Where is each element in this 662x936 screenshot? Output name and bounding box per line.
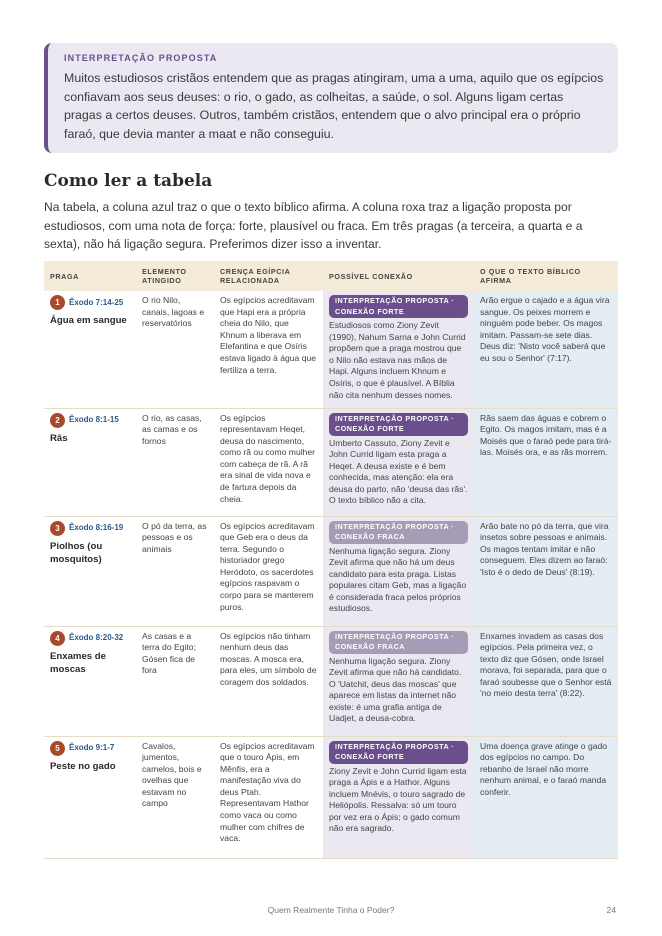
connection-cell [323, 291, 474, 408]
plague-name: Piolhos (ou mosquitos) [50, 540, 103, 565]
table-row [44, 736, 618, 858]
biblical-text-cell: Enxames invadem as casas dos egípcios. Pela primeira vez, o texto diz que Gósen, onde Israel morava, foi separada, para que o faraó soubesse que o Senhor está 'no meio desta terra' (8:22). [474, 626, 618, 736]
belief-cell: Os egípcios acreditavam que o touro Ápis, em Mênfis, era a manifestação viva do deus Ptah. Representavam Hathor como vaca ou como mulher com chifres de vaca. [214, 736, 323, 858]
biblical-text-cell: Uma doença grave atinge o gado dos egípcios no campo. Do rebanho de Israel não morre nenhum animal, e o faraó manda conferir. [474, 736, 618, 858]
table-row [44, 408, 618, 516]
connection-text: Umberto Cassuto, Ziony Zevit e John Currid ligam esta praga a Heqet. A deusa existe e é bem conhecida, mas atenção: ela era deusa do parto, não 'deusa das rãs'. O texto bíblico não a cita. [329, 437, 468, 506]
scripture-reference: Êxodo 7:14-25 [69, 297, 124, 307]
plague-number-badge: 3 [50, 521, 65, 536]
header-elemento: ELEMENTO ATINGIDO [136, 261, 214, 291]
plague-cell [44, 626, 136, 736]
plague-name: Enxames de moscas [50, 650, 106, 675]
section-intro: Na tabela, a coluna azul traz o que o texto bíblico afirma. A coluna roxa traz a ligação proposta por estudiosos, com uma nota de força: forte, plausível ou fraca. Em três pragas (a terceira, a quarta e a sexta), não há ligação segura. Preferimos dizer isso a inventar. [44, 200, 583, 251]
connection-text: Estudiosos como Ziony Zevit (1990), Nahum Sarna e John Currid propõem que a praga mostrou que o Nilo não estava nas mãos de Hapi. Alguns incluem Khnum e Osíris, o que é plausível. A Bíblia não cita nenhum desses nomes. [329, 320, 466, 400]
connection-cell [323, 736, 474, 858]
plague-number-badge: 1 [50, 295, 65, 310]
connection-text: Nenhuma ligação segura. Ziony Zevit afirma que não há um deus candidato para esta praga. Listas populares citam Geb, mas a ligação é considerada fraca pelos próprios estudiosos. [329, 545, 467, 614]
belief-cell: Os egípcios acreditavam que Geb era o deus da terra. Segundo o historiador grego Heródoto, os sacerdotes egípcios raspavam o corpo para se manterem puros. [214, 516, 323, 626]
element-cell: O rio Nilo, canais, lagoas e reservatórios [136, 291, 214, 408]
biblical-text-cell: Arão bate no pó da terra, que vira insetos sobre pessoas e animais. Os magos tentam imitar e não conseguem. Eles dizem ao faraó: 'Isto é o dedo de Deus' (8:19). [474, 516, 618, 626]
belief-cell: Os egípcios representavam Heqet, deusa do nascimento, como rã ou como mulher com cabeça de rã. A rã era sinal de vida nova e de fartura depois da cheia. [214, 408, 323, 516]
plague-cell [44, 291, 136, 408]
connection-strength-badge: INTERPRETAÇÃO PROPOSTA · CONEXÃO FRACA [329, 521, 468, 544]
connection-strength-badge: INTERPRETAÇÃO PROPOSTA · CONEXÃO FORTE [329, 295, 468, 318]
belief-cell: Os egípcios não tinham nenhum deus das moscas. A mosca era, para eles, um símbolo de coragem dos soldados. [214, 626, 323, 736]
plague-number-badge: 4 [50, 631, 65, 646]
plague-cell [44, 736, 136, 858]
connection-strength-badge: INTERPRETAÇÃO PROPOSTA · CONEXÃO FORTE [329, 741, 468, 764]
header-praga: PRAGA [44, 261, 136, 291]
belief-cell: Os egípcios acreditavam que Hapi era a própria cheia do Nilo, que Khnum a liberava em Elefantina e que Osíris estava ligado à água que fertiliza a terra. [214, 291, 323, 408]
connection-cell [323, 626, 474, 736]
plague-name: Peste no gado [50, 760, 116, 772]
header-conexao: POSSÍVEL CONEXÃO [323, 261, 474, 291]
scripture-reference: Êxodo 8:1-15 [69, 415, 119, 425]
element-cell: Cavalos, jumentos, camelos, bois e ovelhas que estavam no campo [136, 736, 214, 858]
callout-label: INTERPRETAÇÃO PROPOSTA [64, 53, 218, 63]
plague-name: Água em sangue [50, 315, 127, 326]
connection-text: Ziony Zevit e John Currid ligam esta praga a Ápis e a Hathor. Alguns incluem Mnévis, o touro sagrado de Heliópolis. Ressalva: só um touro por vez era o Ápis; o gado comum não era sagrado. [329, 765, 467, 834]
scripture-reference: Êxodo 8:20-32 [69, 633, 124, 643]
scripture-reference: Êxodo 8:16-19 [69, 523, 124, 533]
connection-cell [323, 516, 474, 626]
element-cell: O pó da terra, as pessoas e os animais [136, 516, 214, 626]
plague-number-badge: 5 [50, 741, 65, 756]
table-header-row [44, 261, 618, 291]
plague-number-badge: 2 [50, 413, 65, 428]
callout-text: Muitos estudiosos cristãos entendem que as pragas atingiram, uma a uma, aquilo que os egípcios confiavam aos seus deuses: o rio, o gado, as colheitas, a saúde, o sol. Alguns ligam certas pragas a certos deuses. Outros, também cristãos, entendem que o alvo principal era o próprio faraó, que devia manter a maat e não conseguiu. [64, 71, 604, 141]
plague-cell [44, 408, 136, 516]
section-title: Como ler a tabela [44, 171, 213, 191]
connection-cell [323, 408, 474, 516]
header-crenca: CRENÇA EGÍPCIA RELACIONADA [214, 261, 323, 291]
connection-text: Nenhuma ligação segura. Ziony Zevit afirma que não há candidato. O 'Uatchit, deus das moscas' que aparece em listas da internet não existe: é uma grafia antiga de Uadjet, a deusa-cobra. [329, 655, 462, 724]
plague-cell [44, 516, 136, 626]
footer-page-number: 24 [606, 905, 616, 915]
table-row [44, 626, 618, 736]
plague-name: Rãs [50, 432, 68, 444]
connection-strength-badge: INTERPRETAÇÃO PROPOSTA · CONEXÃO FORTE [329, 413, 468, 436]
element-cell: O rio, as casas, as camas e os fornos [136, 408, 214, 516]
biblical-text-cell: Arão ergue o cajado e a água vira sangue. Os peixes morrem e ninguém pode beber. Os magos imitam. Passam-se sete dias. Deus diz: 'Nisto você saberá que eu sou o Senhor' (7:17). [474, 291, 618, 408]
biblical-text-cell: Rãs saem das águas e cobrem o Egito. Os magos imitam, mas é a Moisés que o faraó pede para tirá-las. Moisés ora, e as rãs morrem. [474, 408, 618, 516]
connection-strength-badge: INTERPRETAÇÃO PROPOSTA · CONEXÃO FRACA [329, 631, 468, 654]
element-cell: As casas e a terra do Egito; Gósen fica de fora [136, 626, 214, 736]
plagues-table [44, 261, 618, 859]
table-row [44, 291, 618, 408]
scripture-reference: Êxodo 9:1-7 [69, 743, 115, 753]
table-row [44, 516, 618, 626]
header-texto-biblico: O QUE O TEXTO BÍBLICO AFIRMA [474, 261, 618, 291]
proposed-interpretation-callout [44, 43, 618, 153]
footer-book-title: Quem Realmente Tinha o Poder? [267, 905, 395, 915]
